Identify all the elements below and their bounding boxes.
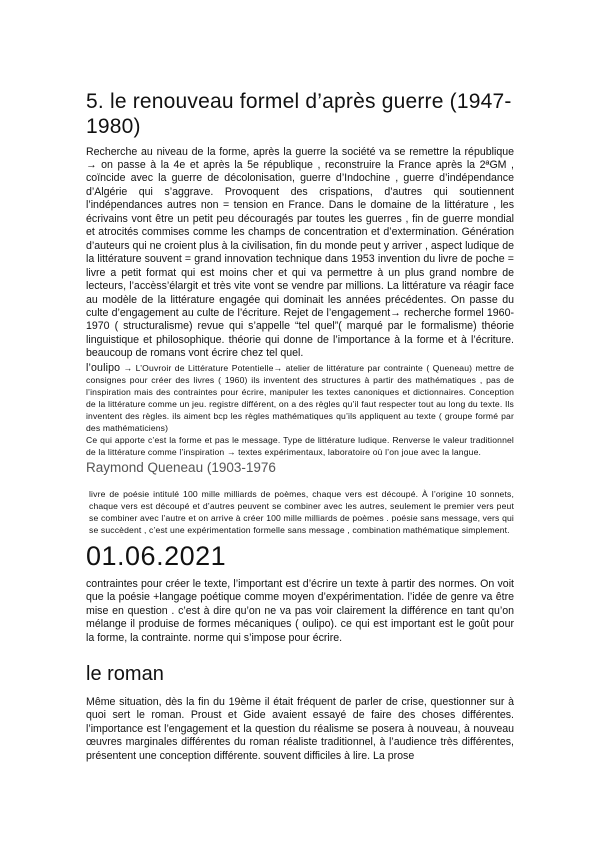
queneau-paragraph: livre de poésie intitulé 100 mille milliards de poèmes, chaque vers est découpé. À l’origine 10 sonnets, chaque vers est découpé et d’autres peuvent se combiner avec les autres, seulement le premier vers peut se combiner avec l’autre et on arrive à créer 100 mille milliards de poèmes . poésie sans message, vers qui se succèdent , c’est une expérimentation formelle sans message , combination mathématique simplement. bbox=[89, 489, 514, 535]
roman-heading: le roman bbox=[86, 663, 164, 686]
oulipo-paragraph bbox=[86, 361, 514, 435]
oulipo-term: l’oulipo bbox=[86, 361, 121, 374]
oulipo-text: → L’Ouvroir de Littérature Potentielle→ atelier de littérature par contrainte ( Queneau) mettre de consignes pour créer des livres ( 1960) ils inventent des structures à partir des mathématiques , pas de l’inspiration mais des contraintes pour écrire, manipuler les textes canoniques et dictionnaires. Conception de la littérature comme un jeu. registre différent, on a des règles qu’il faut respecter tout au long du texte. Ils inventent des règles. ils aiment bcp les règles mathématiques qu’ils appliquent au texte ( groupe formé par des mathématiciens) bbox=[86, 362, 514, 433]
roman-paragraph: Même situation, dès la fin du 19ème il était fréquent de parler de crise, questionner sur à quoi sert le roman. Proust et Gide avaient essayé de faire des choses différentes. l’importance est l’engagement et la question du réalisme se posera à nouveau, à nouveau œuvres marginales différentes du roman réaliste traditionnel, à l’audience très différentes, présentent une conception différente. souvent difficiles à lire. La prose bbox=[86, 695, 514, 762]
section-title: 5. le renouveau formel d’après guerre (1947-1980) bbox=[86, 90, 512, 138]
section-paragraph: Recherche au niveau de la forme, après la guerre la société va se remettre la république → on passe à la 4e et après la 5e république , reconstruire la France après la 2ªGM , coïncide avec la guerre de décolonisation, guerre d’Indochine , guerre d’indépendance d’Algérie qui s’aggrave. Provoquent des crispations, d’autres qui soutiennent l’indépendances autres non = tension en France. Dans le domaine de la littérature , les écrivains vont être un petit peu découragés par toutes les guerres , fin de guerre mondial et atrocités commises comme les champs de concentration et d’extermination. Génération d’auteurs qui ne croient plus à la civilisation, fin du monde peut y arriver , aspect ludique de la littérature souvent = grand innovation technique dans 1953 invention du livre de poche = livre a petit format qui est moins cher et qui va permettre à un plus grand nombre de lecteurs, l’accèss’élargit et très vite vont se vendre par millions. La littérature va réagir face au modèle de la littérature engagée qui dominait les années précédentes. On passe du culte d’engagement au culte de l’écriture. Rejet de l’engagement→ recherche formel 1960-1970 ( structuralisme) revue qui s’appelle “tel quel”( marqué par le formalisme) théorie linguistique et philosophique. théorie qui donne de l’importance à la forme et à l’écriture. beaucoup de romans vont écrire chez tel quel. bbox=[86, 145, 514, 360]
date-heading: 01.06.2021 bbox=[86, 540, 227, 571]
oulipo-paragraph-2: Ce qui apporte c’est la forme et pas le message. Type de littérature ludique. Renverse le valeur traditionnel de la littérature comme l’inspiration → textes expérimentaux, laboratoire où l’on joue avec la langue. bbox=[86, 434, 514, 457]
document-content bbox=[86, 90, 514, 763]
queneau-heading: Raymond Queneau (1903-1976 bbox=[86, 460, 276, 476]
date-paragraph: contraintes pour créer le texte, l’important est d’écrire un texte à partir des normes. On voit que la poésie +langage poétique comme moyen d’expérimentation. l’idée de genre va être mise en question . c’est à dire qu’on ne va pas voir clairement la différence en tant qu’on mélange il produise de formes mécaniques ( oulipo). ce qui est important est le goût pour la forme, la contrainte. norme qui s’impose pour écrire. bbox=[86, 577, 514, 644]
